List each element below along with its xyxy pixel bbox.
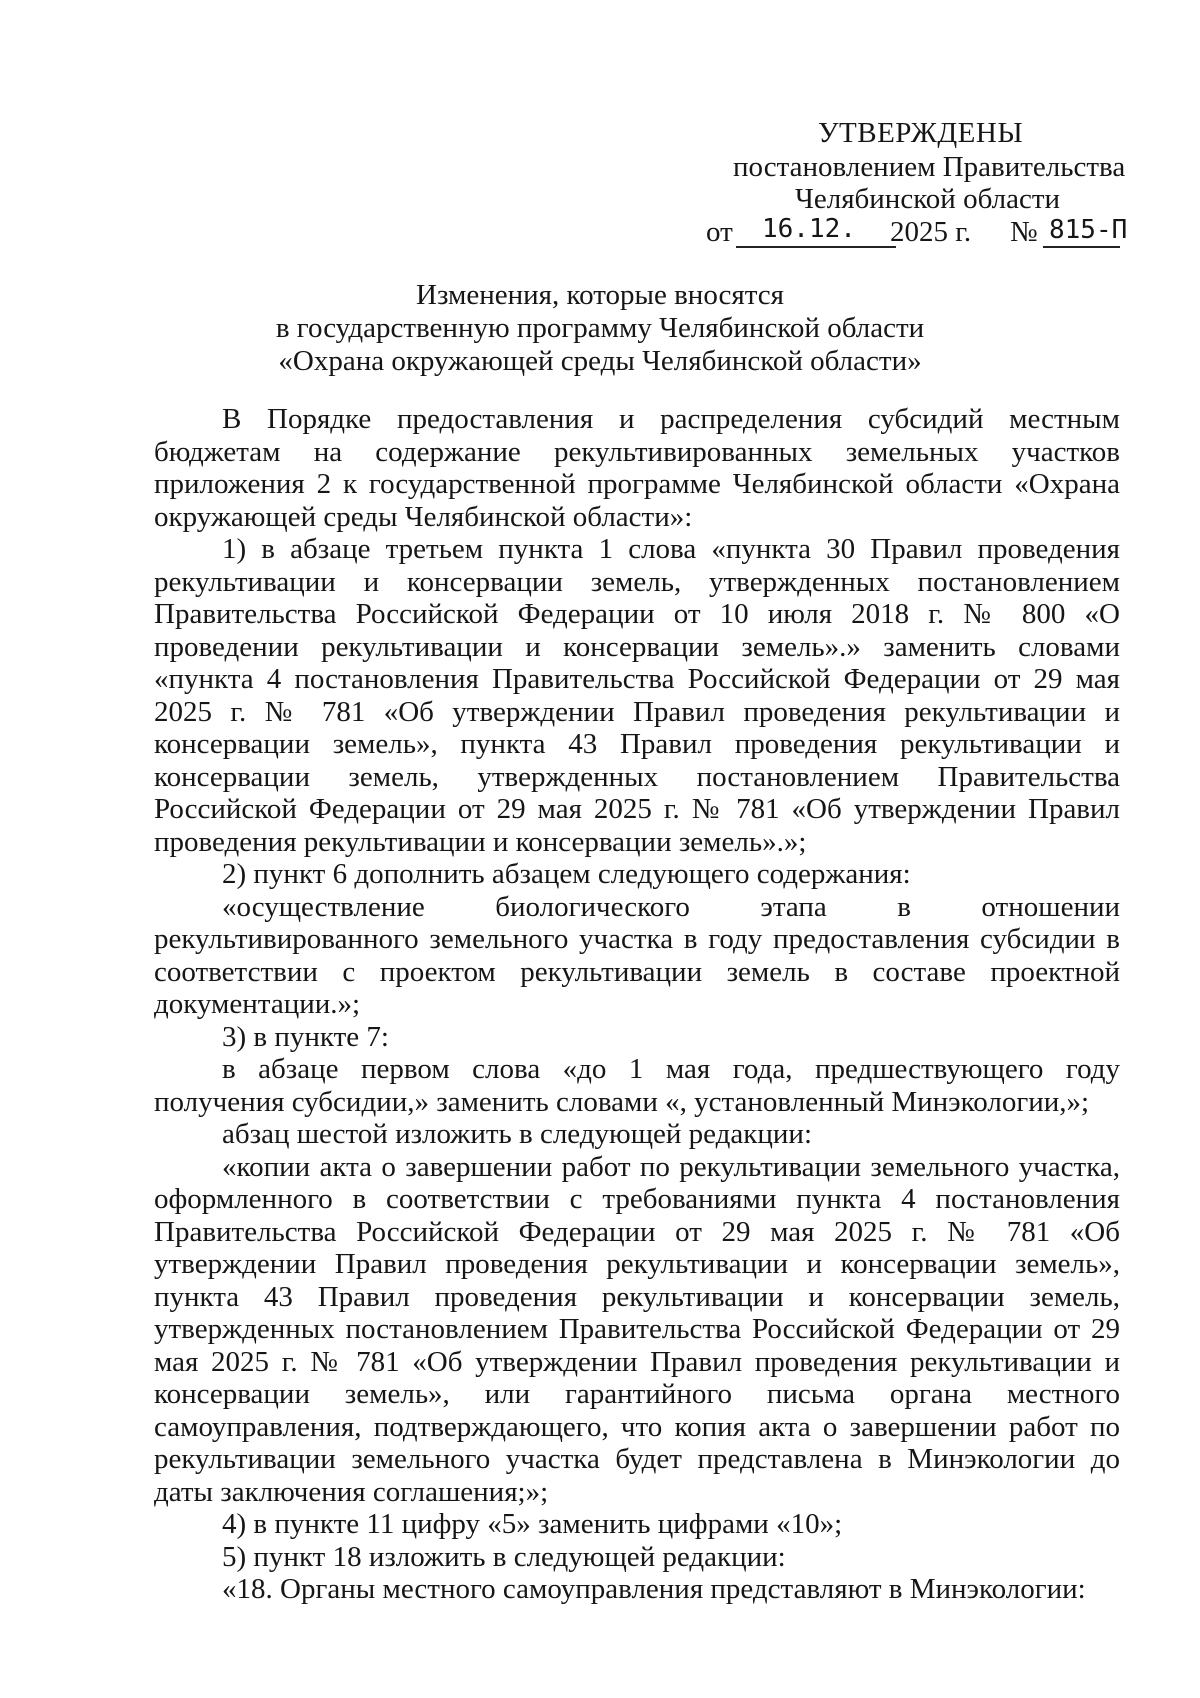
approval-date: 16.12. (762, 214, 856, 244)
number-underline (1043, 246, 1120, 248)
heading-line-2: в государственную программу Челябинской области (275, 312, 925, 344)
approval-block (0, 0, 1200, 260)
approval-from-label: от (706, 216, 733, 248)
approval-date-row (706, 216, 1126, 256)
paragraph-item-4: 4) в пункте 11 цифру «5» заменить цифрами «10»; (222, 1508, 843, 1540)
approval-year: 2025 г. (890, 216, 972, 248)
paragraph-item-3-first: в абзаце первом слова «до 1 мая года, предшествующего году получения субсидии,» заменить словами «, установленный Минэкологии,»; (154, 1053, 1120, 1118)
paragraph-item-5: 5) пункт 18 изложить в следующей редакции: (222, 1540, 786, 1573)
heading-line-3: «Охрана окружающей среды Челябинской области» (278, 345, 922, 377)
paragraph-item-2-text: «осуществление биологического этапа в отношении рекультивированного земельного участка в году предоставления субсидии в соответствии с проектом рекультивации земель в составе проектной документации.»; (154, 890, 1120, 1020)
approval-title: УТВЕРЖДЕНЫ (818, 117, 1024, 149)
paragraph-item-3-sixth-text: «копии акта о завершении работ по рекультивации земельного участка, оформленного в соответствии с требованиями пункта 4 постановления Правительства Российской Федерации от 29 мая 2025 г. № 781 «Об утверждении Правил проведения рекультивации и консервации земель», пункта 43 Правил проведения рекультивации и консервации земель, утвержденных постановлением Правительства Российской Федерации от 29 мая 2025 г. № 781 «Об утверждении Правил проведения рекультивации и консервации земель», или гарантийного письма органа местного самоуправления, подтверждающего, что копия акта о завершении работ по рекультивации земельного участка будет представлена в Минэкологии до даты заключения соглашения;»; (154, 1150, 1120, 1508)
document-body (154, 403, 1120, 1606)
approval-number: 815-П (1049, 215, 1128, 245)
date-underline (736, 246, 896, 248)
paragraph-item-2: 2) пункт 6 дополнить абзацем следующего содержания: (222, 858, 911, 890)
heading-line-1: Изменения, которые вносятся (416, 279, 784, 311)
approval-region: Челябинской области (795, 183, 1061, 215)
paragraph-intro: В Порядке предоставления и распределения субсидий местным бюджетам на содержание рекультивированных земельных участков приложения 2 к государственной программе Челябинской области «Охрана окружающей среды Челябинской области»: (154, 403, 1120, 533)
paragraph-item-3: 3) в пункте 7: (222, 1020, 389, 1053)
paragraph-item-3-sixth: абзац шестой изложить в следующей редакции: (222, 1118, 812, 1150)
paragraph-item-18: «18. Органы местного самоуправления представляют в Минэкологии: (222, 1573, 1086, 1605)
approval-issuer: постановлением Правительства (733, 151, 1126, 183)
approval-number-label: № (1010, 216, 1038, 248)
document-heading (0, 279, 1200, 378)
paragraph-item-1: 1) в абзаце третьем пункта 1 слова «пункта 30 Правил проведения рекультивации и консервации земель, утвержденных постановлением Правительства Российской Федерации от 10 июля 2018 г. № 800 «О проведении рекультивации и консервации земель».» заменить словами «пункта 4 постановления Правительства Российской Федерации от 29 мая 2025 г. № 781 «Об утверждении Правил проведения рекультивации и консервации земель», пункта 43 Правил проведения рекультивации и консервации земель, утвержденных постановлением Правительства Российской Федерации от 29 мая 2025 г. № 781 «Об утверждении Правил проведения рекультивации и консервации земель».»; (154, 533, 1120, 858)
